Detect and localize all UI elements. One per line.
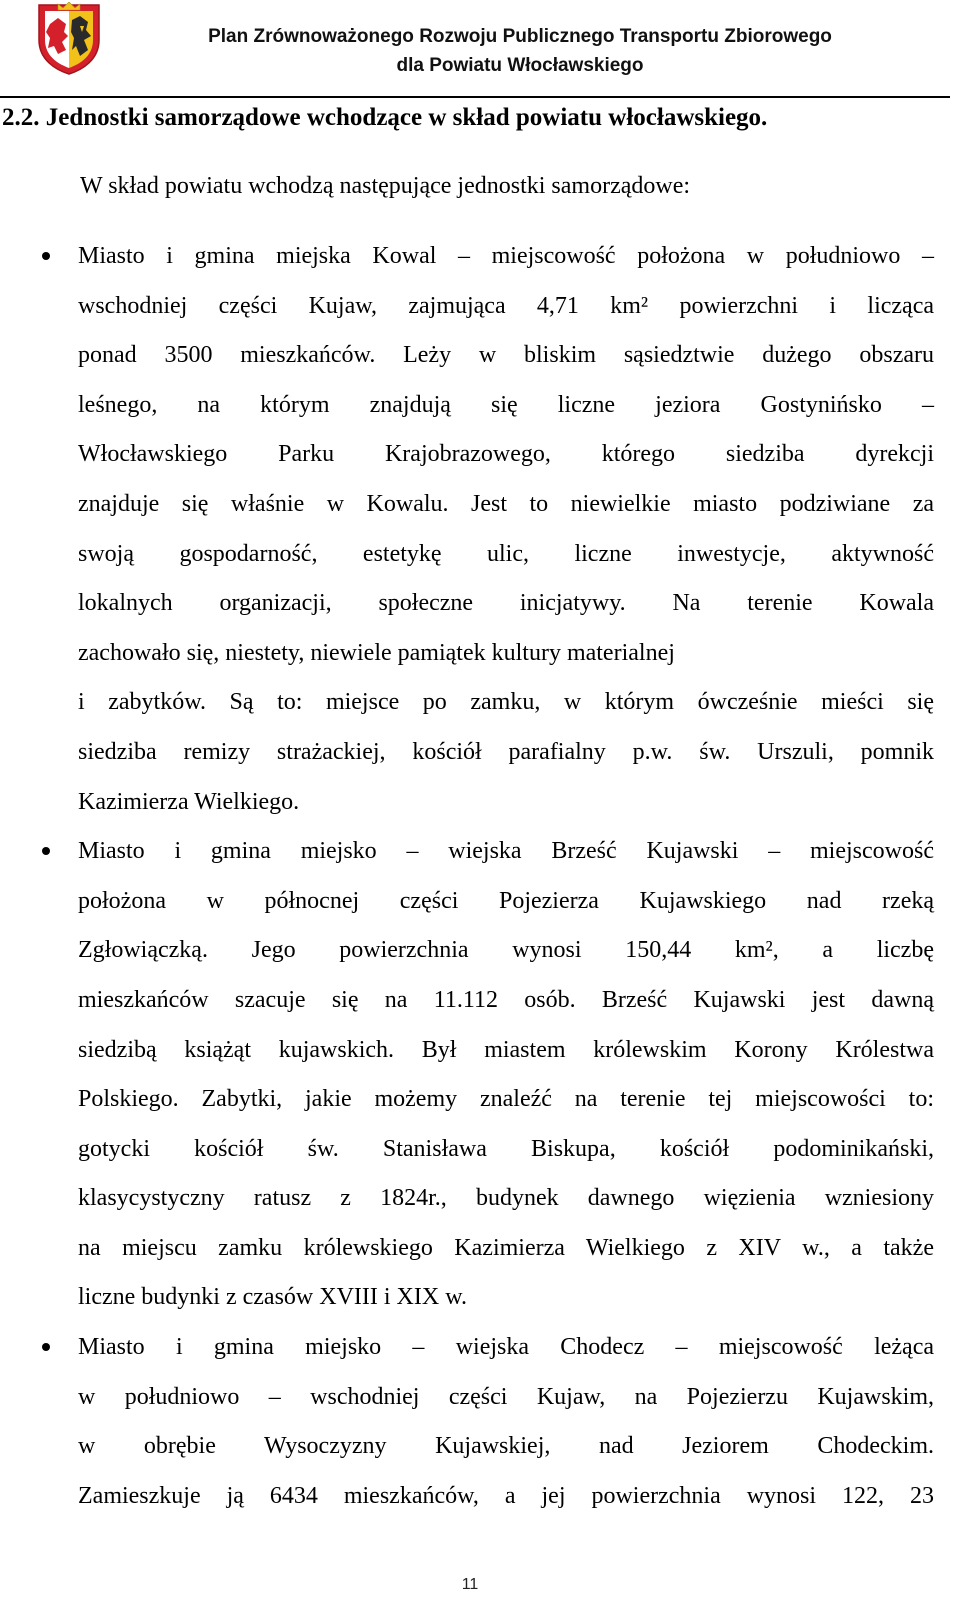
document-title-line-1: Plan Zrównoważonego Rozwoju Publicznego Transportu Zbiorowego <box>208 26 832 47</box>
bullet-icon <box>42 252 50 260</box>
paragraph-line: gotycki kościół św. Stanisława Biskupa, kościół podominikański, <box>78 1135 934 1162</box>
paragraph-line: położona w północnej części Pojezierza Kujawskiego nad rzeką <box>78 887 934 914</box>
paragraph-line: leśnego, na którym znajdują się liczne jeziora Gostynińsko – <box>78 391 934 418</box>
paragraph-line: i zabytków. Są to: miejsce po zamku, w którym ówcześnie mieści się <box>78 689 934 716</box>
paragraph-line: Zamieszkuje ją 6434 mieszkańców, a jej powierzchnia wynosi 122, 23 <box>78 1482 934 1509</box>
paragraph-line: Miasto i gmina miejska Kowal – miejscowość położona w południowo – <box>78 243 934 269</box>
paragraph-line: swoją gospodarność, estetykę ulic, liczne inwestycje, aktywność <box>78 540 934 567</box>
municipality-list <box>0 232 960 1521</box>
list-item-brzesc-kujawski <box>0 827 934 1323</box>
paragraph-line: na miejscu zamku królewskiego Kazimierza Wielkiego z XIV w., a także <box>78 1234 934 1261</box>
bullet-icon <box>42 1343 50 1351</box>
paragraph-line: Kazimierza Wielkiego. <box>78 788 300 815</box>
document-title-line-2: dla Powiatu Włocławskiego <box>396 55 644 76</box>
page-header <box>0 0 960 98</box>
page-number: 11 <box>461 1576 479 1593</box>
paragraph-line: ponad 3500 mieszkańców. Leży w bliskim sąsiedztwie dużego obszaru <box>78 342 934 369</box>
paragraph-line: Włocławskiego Parku Krajobrazowego, którego siedziba dyrekcji <box>78 441 934 468</box>
paragraph-line: klasycystyczny ratusz z 1824r., budynek dawnego więzienia wzniesiony <box>78 1185 934 1212</box>
document-title <box>120 22 920 80</box>
list-item-chodecz <box>0 1323 934 1521</box>
section-intro: W skład powiatu wchodzą następujące jednostki samorządowe: <box>80 173 691 199</box>
header-divider <box>0 96 950 98</box>
list-item-kowal <box>0 232 934 827</box>
paragraph-line: Miasto i gmina miejsko – wiejska Brześć Kujawski – miejscowość <box>78 838 934 865</box>
paragraph-line: Miasto i gmina miejsko – wiejska Chodecz – miejscowość leżąca <box>78 1334 934 1361</box>
paragraph-line: Zgłowiączką. Jego powierzchnia wynosi 150,44 km², a liczbę <box>78 937 934 964</box>
paragraph-line: znajduje się właśnie w Kowalu. Jest to niewielkie miasto podziwiane za <box>78 490 934 517</box>
paragraph-line: siedzibą książąt kujawskich. Był miastem królewskim Korony Królestwa <box>78 1036 934 1063</box>
coat-of-arms-icon <box>36 2 102 76</box>
bullet-icon <box>42 847 50 855</box>
paragraph-line: w obrębie Wysoczyzny Kujawskiej, nad Jeziorem Chodeckim. <box>78 1433 934 1460</box>
paragraph-line: w południowo – wschodniej części Kujaw, na Pojezierzu Kujawskim, <box>78 1383 934 1410</box>
paragraph-line: wschodniej części Kujaw, zajmująca 4,71 km² powierzchni i licząca <box>78 292 934 319</box>
paragraph-line: zachowało się, niestety, niewiele pamiątek kultury materialnej <box>78 639 675 666</box>
paragraph-line: liczne budynki z czasów XVIII i XIX w. <box>78 1284 467 1311</box>
section-heading: 2.2. Jednostki samorządowe wchodzące w skład powiatu włocławskiego. <box>2 104 768 131</box>
paragraph-line: siedziba remizy strażackiej, kościół parafialny p.w. św. Urszuli, pomnik <box>78 738 934 765</box>
paragraph-line: lokalnych organizacji, społeczne inicjatywy. Na terenie Kowala <box>78 590 934 617</box>
paragraph-line: mieszkańców szacuje się na 11.112 osób. Brześć Kujawski jest dawną <box>78 986 934 1013</box>
paragraph-line: Polskiego. Zabytki, jakie możemy znaleźć na terenie tej miejscowości to: <box>78 1086 934 1113</box>
